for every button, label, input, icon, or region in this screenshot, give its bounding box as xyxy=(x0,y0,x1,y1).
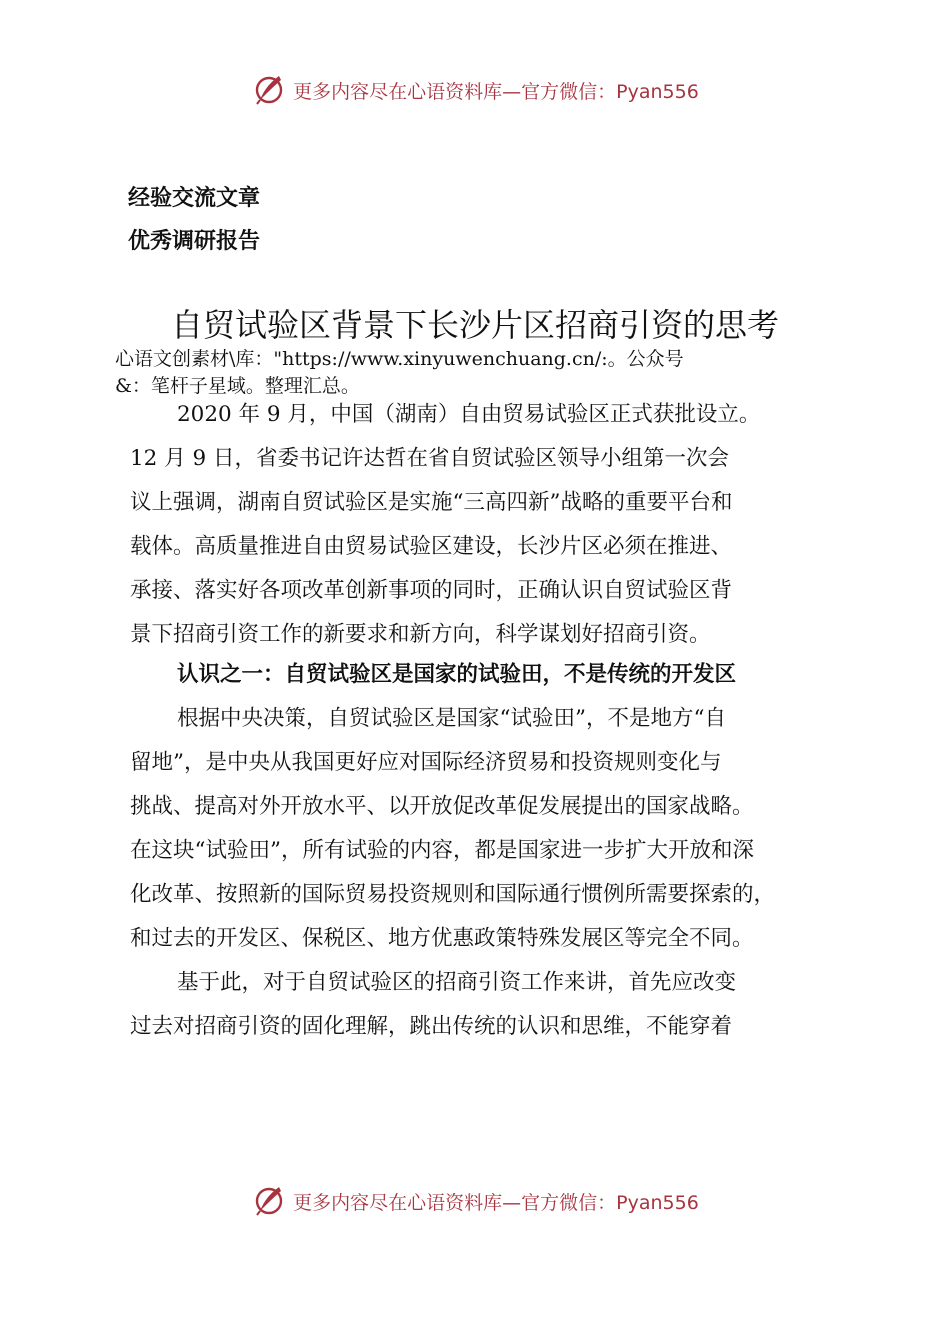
category-tag-research: 优秀调研报告 xyxy=(128,229,261,254)
body-line: 景下招商引资工作的新要求和新方向，科学谋划好招商引资。 xyxy=(130,622,711,647)
category-tag-experience: 经验交流文章 xyxy=(128,186,261,211)
body-line: 根据中央决策，自贸试验区是国家“试验田”，不是地方“自 xyxy=(177,706,726,731)
body-line: 挑战、提高对外开放水平、以开放促改革促发展提出的国家战略。 xyxy=(130,794,754,819)
header-banner xyxy=(0,70,950,110)
section-heading: 认识之一：自贸试验区是国家的试验田，不是传统的开发区 xyxy=(177,662,737,687)
body-line: 12 月 9 日，省委书记许达哲在省自贸试验区领导小组第一次会 xyxy=(130,446,730,471)
quill-pen-circle-icon xyxy=(251,1183,287,1219)
body-line: 载体。高质量推进自由贸易试验区建设，长沙片区必须在推进、 xyxy=(130,534,733,559)
footer-banner xyxy=(0,1181,950,1221)
body-line: 2020 年 9 月，中国（湖南）自由贸易试验区正式获批设立。 xyxy=(177,402,761,427)
banner-text: 更多内容尽在心语资料库—官方微信：Pyan556 xyxy=(293,80,699,103)
source-notice-line-1: 心语文创素材\库："https://www.xinyuwenchuang.cn/:。公众号 xyxy=(115,348,684,370)
body-line: 基于此，对于自贸试验区的招商引资工作来讲，首先应改变 xyxy=(177,970,737,995)
banner-text: 更多内容尽在心语资料库—官方微信：Pyan556 xyxy=(293,1191,699,1214)
body-line: 议上强调，湖南自贸试验区是实施“三高四新”战略的重要平台和 xyxy=(130,490,733,515)
source-notice-line-2: &：笔杆子星域。整理汇总。 xyxy=(115,375,360,397)
body-line: 在这块“试验田”，所有试验的内容，都是国家进一步扩大开放和深 xyxy=(130,838,754,863)
body-line: 和过去的开发区、保税区、地方优惠政策特殊发展区等完全不同。 xyxy=(130,926,754,951)
body-line: 留地”，是中央从我国更好应对国际经济贸易和投资规则变化与 xyxy=(130,750,722,775)
document-title: 自贸试验区背景下长沙片区招商引资的思考 xyxy=(170,306,779,344)
quill-pen-circle-icon xyxy=(251,72,287,108)
body-line: 过去对招商引资的固化理解，跳出传统的认识和思维，不能穿着 xyxy=(130,1014,733,1039)
body-line: 承接、落实好各项改革创新事项的同时，正确认识自贸试验区背 xyxy=(130,578,733,603)
body-line: 化改革、按照新的国际贸易投资规则和国际通行惯例所需要探索的， xyxy=(130,882,776,907)
